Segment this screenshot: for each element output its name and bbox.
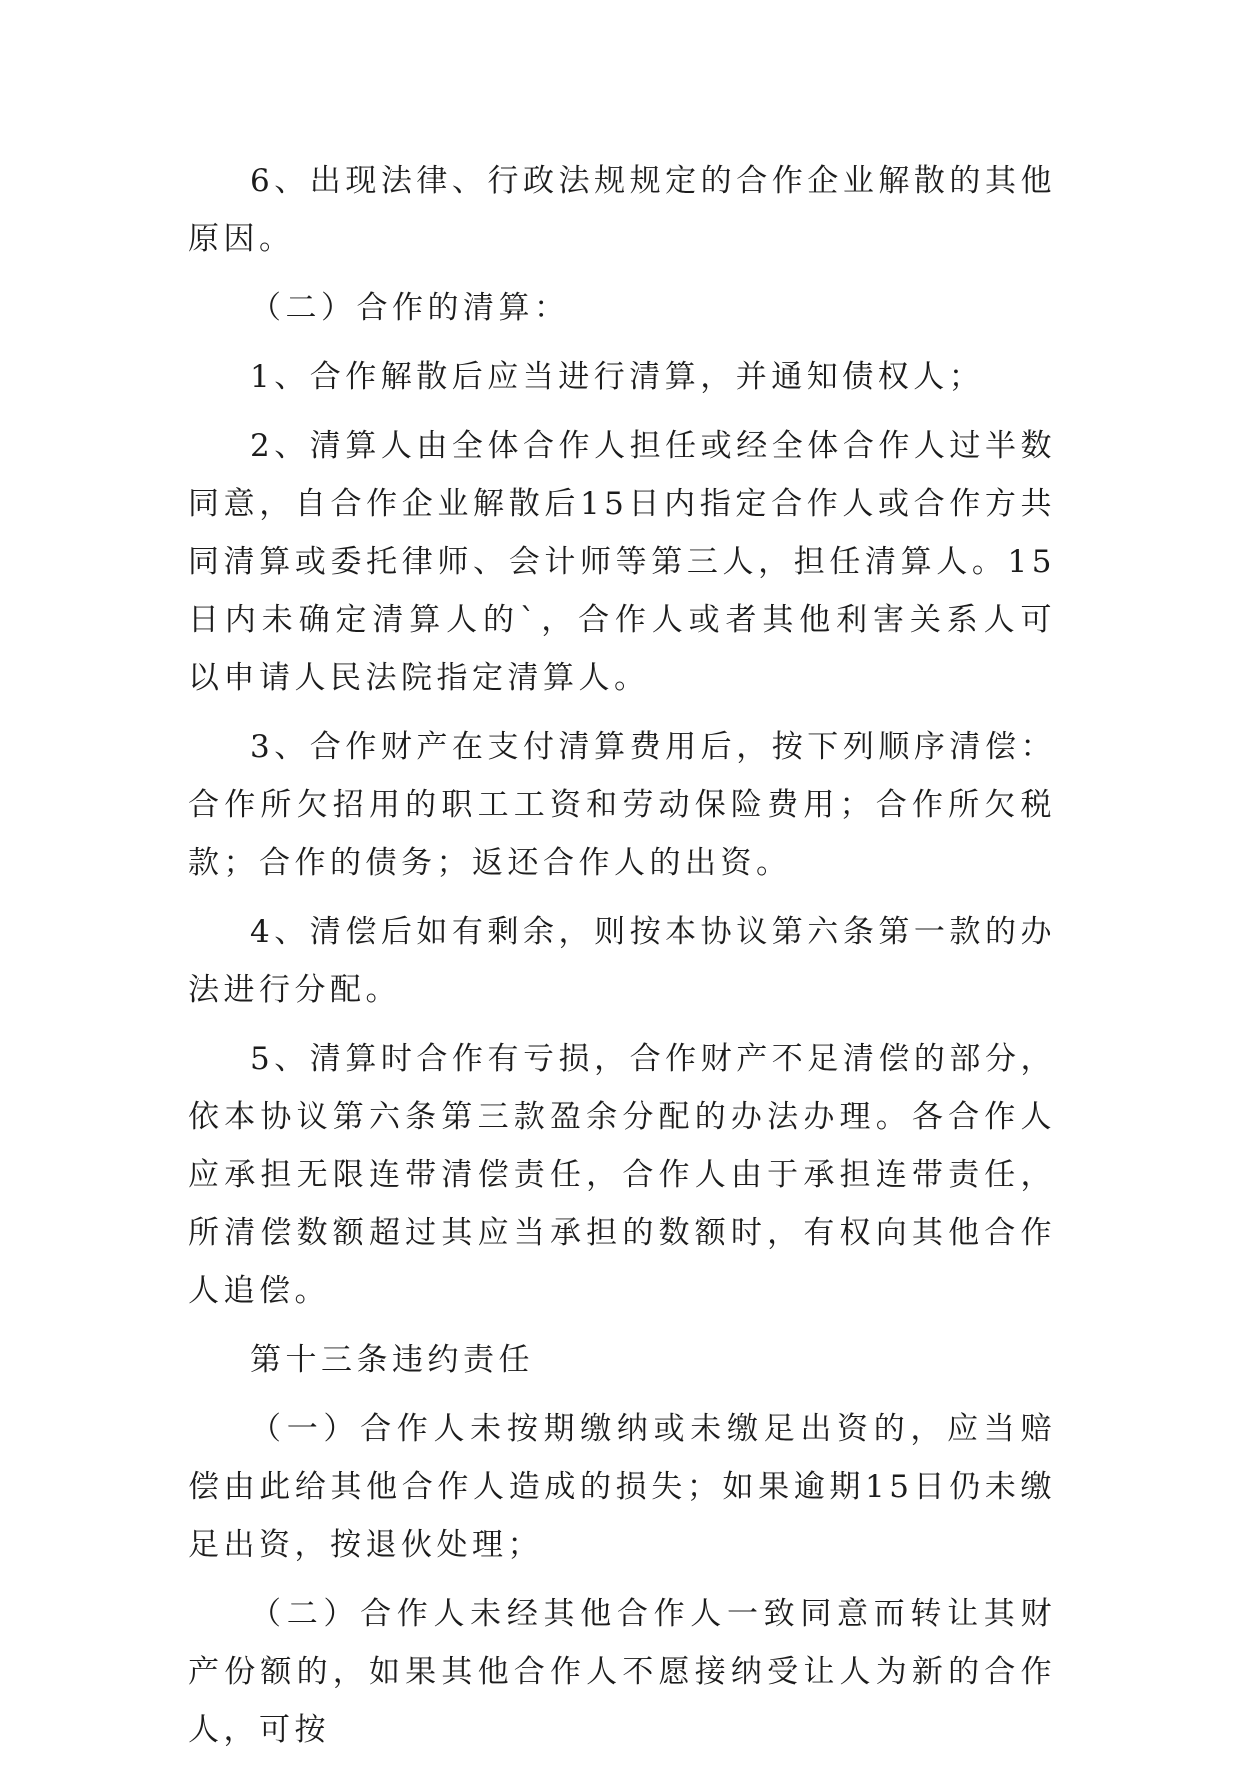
article-heading-breach-liability: 第十三条违约责任: [250, 1342, 534, 1378]
document-body: [188, 152, 1056, 1770]
paragraph-breach-1: （一）合作人未按期缴纳或未缴足出资的，应当赔偿由此给其他合作人造成的损失；如果逾期15日仍未缴足出资，按退伙处理；: [188, 1411, 1056, 1563]
paragraph-liquidation-3: 3、合作财产在支付清算费用后，按下列顺序清偿：合作所欠招用的职工工资和劳动保险费用；合作所欠税款；合作的债务；返还合作人的出资。: [188, 729, 1056, 881]
paragraph-liquidation-2: 2、清算人由全体合作人担任或经全体合作人过半数同意，自合作企业解散后15日内指定合作人或合作方共同清算或委托律师、会计师等第三人，担任清算人。15日内未确定清算人的`，合作人或者其他利害关系人可以申请人民法院指定清算人。: [188, 428, 1056, 696]
paragraph-liquidation-1: 1、合作解散后应当进行清算，并通知债权人；: [250, 359, 985, 395]
section-heading-liquidation: （二）合作的清算：: [250, 290, 570, 326]
paragraph-breach-2: （二）合作人未经其他合作人一致同意而转让其财产份额的，如果其他合作人不愿接纳受让人为新的合作人，可按: [188, 1596, 1056, 1748]
paragraph-liquidation-4: 4、清偿后如有剩余，则按本协议第六条第一款的办法进行分配。: [188, 914, 1056, 1008]
paragraph-liquidation-5: 5、清算时合作有亏损，合作财产不足清偿的部分，依本协议第六条第三款盈余分配的办法办理。各合作人应承担无限连带清偿责任，合作人由于承担连带责任，所清偿数额超过其应当承担的数额时，有权向其他合作人追偿。: [188, 1041, 1056, 1309]
paragraph-dissolution-reason-6: 6、出现法律、行政法规规定的合作企业解散的其他原因。: [188, 163, 1056, 257]
